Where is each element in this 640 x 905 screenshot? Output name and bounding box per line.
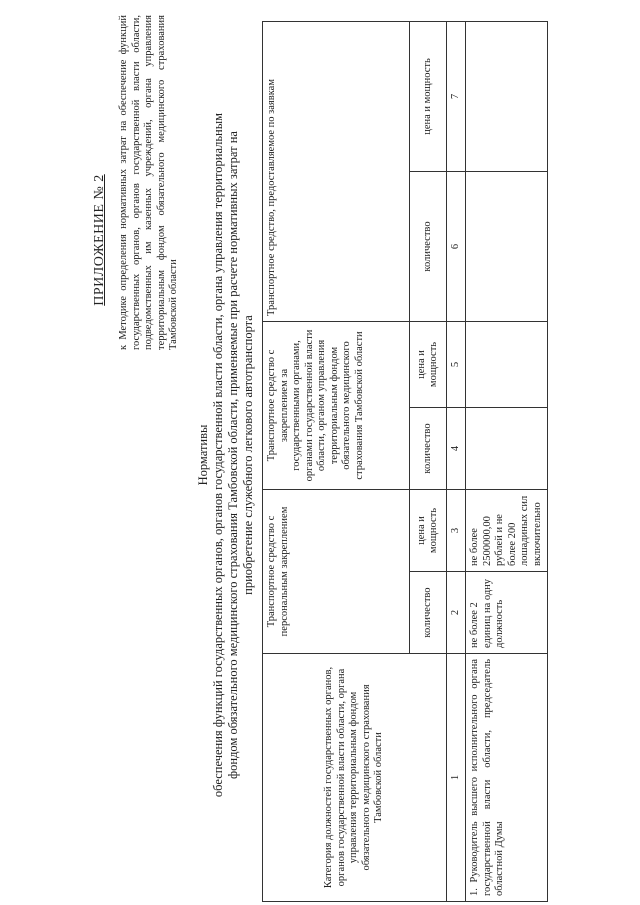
column-number: 6 <box>447 171 466 321</box>
appendix-note: к Методике определения нормативных затрат на обеспечение функций государственных органов, органов государственной власти области, подведомственных им казенных учреждений, органа управления территориальным фондом обязательного медицинского страхования Тамбовской области <box>118 15 179 350</box>
row-quantity-2 <box>466 407 548 489</box>
row-price-power-1: не более 2500000,00 рублей и не более 200 лошадиных сил включительно <box>466 489 548 571</box>
column-number: 1 <box>447 654 466 902</box>
subheader-price-power-2: цена и мощность <box>410 321 447 407</box>
header-category: Категория должностей государственных органов, органов государственной власти области, органа управления территориальным фондом обязательного медицинского страхования Тамбовской области <box>263 654 447 902</box>
column-number: 4 <box>447 407 466 489</box>
header-on-request-vehicle: Транспортное средство, предоставляемое по заявкам <box>263 21 410 321</box>
subheader-quantity-2: количество <box>410 407 447 489</box>
subheader-price-power-1: цена и мощность <box>410 489 447 571</box>
column-number: 5 <box>447 321 466 407</box>
heading-line-3: приобретение служебного легкового автотранспорта <box>241 315 255 595</box>
row-price-power-2 <box>466 321 548 407</box>
row-quantity-3 <box>466 171 548 321</box>
column-number: 2 <box>447 572 466 654</box>
document-heading <box>196 25 256 885</box>
heading-title: Нормативы <box>196 424 210 486</box>
column-number: 3 <box>447 489 466 571</box>
subheader-quantity-3: количество <box>410 171 447 321</box>
table-header-row <box>263 21 410 901</box>
column-number: 7 <box>447 21 466 171</box>
row-category: 1. Руководитель высшего исполнительного органа государственной власти области, председатель областной Думы <box>466 654 548 902</box>
appendix-title: ПРИЛОЖЕНИЕ № 2 <box>92 174 107 306</box>
subheader-quantity-1: количество <box>410 572 447 654</box>
table-row <box>466 21 548 901</box>
heading-line-2: фондом обязательного медицинского страхования Тамбовской области, применяемые при расчете нормативных затрат на <box>226 131 240 779</box>
norms-table <box>262 21 548 902</box>
column-number-row <box>447 21 466 901</box>
subheader-price-power-3: цена и мощность <box>410 21 447 171</box>
header-assigned-vehicle: Транспортное средство с закреплением за государственными органами, органами государственной власти области, органом управления территориальным фондом обязательного медицинского страхования Тамбовской области <box>263 321 410 489</box>
row-quantity-1: не более 2 единиц на одну должность <box>466 572 548 654</box>
row-price-power-3 <box>466 21 548 171</box>
heading-line-1: обеспечения функций государственных органов, органов государственной власти области, органа управления территориальным <box>211 112 225 798</box>
header-personal-vehicle: Транспортное средство с персональным закреплением <box>263 489 410 653</box>
